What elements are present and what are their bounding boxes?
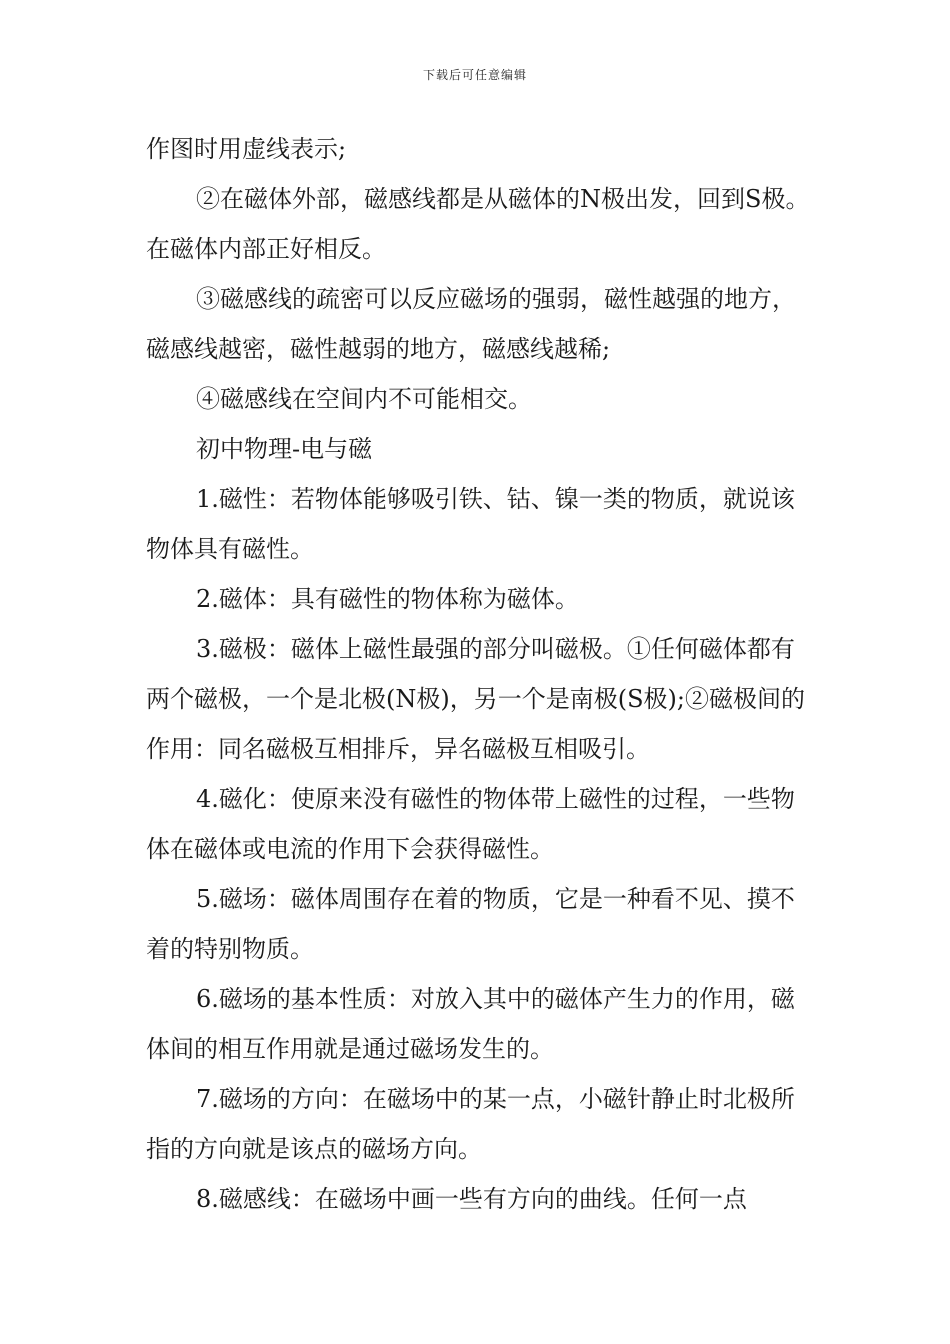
paragraph: 作图时用虚线表示; bbox=[146, 135, 347, 163]
paragraph: 4.磁化：使原来没有磁性的物体带上磁性的过程，一些物体在磁体或电流的作用下会获得磁性。 bbox=[146, 785, 795, 863]
page-header: 下载后可任意编辑 bbox=[422, 68, 527, 82]
paragraph: 3.磁极：磁体上磁性最强的部分叫磁极。①任何磁体都有两个磁极，一个是北极(N极)，另一个是南极(S极);②磁极间的作用：同名磁极互相排斥，异名磁极互相吸引。 bbox=[146, 635, 805, 763]
paragraph: ②在磁体外部，磁感线都是从磁体的N极出发，回到S极。在磁体内部正好相反。 bbox=[146, 185, 810, 263]
paragraph: ③磁感线的疏密可以反应磁场的强弱，磁性越强的地方，磁感线越密，磁性越弱的地方，磁感线越稀; bbox=[146, 285, 796, 363]
paragraph: 2.磁体：具有磁性的物体称为磁体。 bbox=[196, 585, 579, 613]
paragraph: ④磁感线在空间内不可能相交。 bbox=[196, 385, 532, 413]
paragraph: 8.磁感线：在磁场中画一些有方向的曲线。任何一点 bbox=[196, 1185, 747, 1213]
section-heading: 初中物理-电与磁 bbox=[196, 435, 373, 463]
paragraph: 1.磁性：若物体能够吸引铁、钴、镍一类的物质，就说该物体具有磁性。 bbox=[146, 485, 795, 563]
paragraph: 6.磁场的基本性质：对放入其中的磁体产生力的作用，磁体间的相互作用就是通过磁场发生的。 bbox=[146, 985, 795, 1063]
paragraph: 5.磁场：磁体周围存在着的物质，它是一种看不见、摸不着的特别物质。 bbox=[146, 885, 795, 963]
paragraph: 7.磁场的方向：在磁场中的某一点，小磁针静止时北极所指的方向就是该点的磁场方向。 bbox=[146, 1085, 795, 1163]
body-text bbox=[146, 124, 818, 1224]
